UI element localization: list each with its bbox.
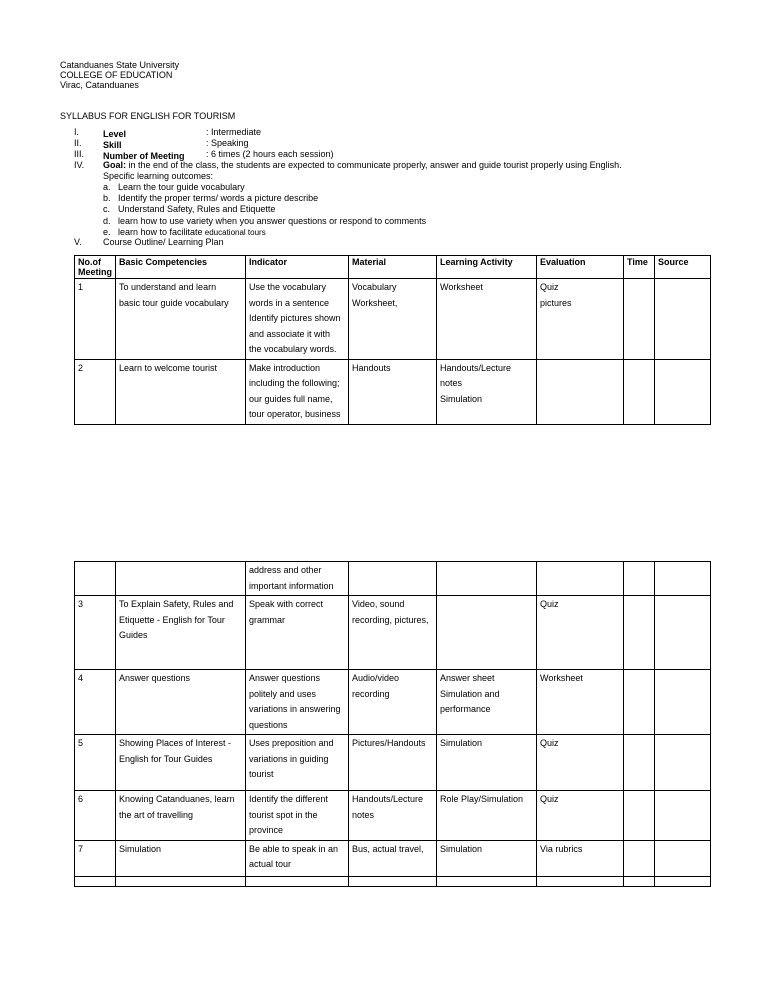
table-row (75, 670, 711, 735)
table-cell (537, 876, 624, 886)
outcome-letter: e. (103, 226, 111, 237)
table-cell: Quiz (537, 735, 624, 791)
table-cell: To Explain Safety, Rules and Etiquette - English for Tour Guides (116, 596, 246, 670)
table-header-cell: Evaluation (537, 256, 624, 279)
table-cell: Simulation (437, 735, 537, 791)
table-cell (537, 562, 624, 596)
table-cell: Handouts/Lecture notes (349, 791, 437, 841)
table-header-cell: Learning Activity (437, 256, 537, 279)
table-cell (655, 735, 711, 791)
table-cell (75, 876, 116, 886)
outcome-main-text: Learn the tour guide vocabulary (118, 182, 245, 192)
outcome-main-text: learn how to use variety when you answer questions or respond to comments (118, 215, 427, 226)
table-row (75, 840, 711, 876)
table-cell (349, 562, 437, 596)
outline-label: Skill (103, 140, 122, 150)
table-cell: Quiz pictures (537, 279, 624, 360)
outcome-main-text: Understand Safety, Rules and Etiquette (118, 204, 276, 215)
table-row (75, 876, 711, 886)
outcome-text (118, 182, 245, 193)
outcome-letter: d. (103, 215, 111, 226)
table-cell (246, 876, 349, 886)
table-cell (624, 562, 655, 596)
table-cell (437, 876, 537, 886)
goal-numeral: IV. (74, 160, 85, 170)
table-cell: Handouts (349, 359, 437, 424)
table-cell (655, 279, 711, 360)
table-cell: Use the vocabulary words in a sentence Identify pictures shown and associate it with the vocabulary words. (246, 279, 349, 360)
outcomes-heading: Specific learning outcomes: (103, 171, 214, 181)
table-cell: Audio/video recording (349, 670, 437, 735)
syllabus-title: SYLLABUS FOR ENGLISH FOR TOURISM (60, 111, 236, 121)
table-cell: Via rubrics (537, 840, 624, 876)
table-row (75, 562, 711, 596)
table-cell: Answer questions (116, 670, 246, 735)
outcome-text (118, 216, 426, 227)
outline-value: : Speaking (206, 138, 249, 148)
table-cell: Simulation (437, 840, 537, 876)
outline-numeral: II. (74, 138, 82, 148)
table-cell: 2 (75, 359, 116, 424)
table-header-cell: Basic Competencies (116, 256, 246, 279)
table-cell: Showing Places of Interest - English for Tour Guides (116, 735, 246, 791)
table-cell (655, 876, 711, 886)
outline-label: Number of Meeting (103, 151, 185, 161)
table-header-cell: Source (655, 256, 711, 279)
table-row (75, 735, 711, 791)
table-cell (655, 359, 711, 424)
outline-value: : 6 times (2 hours each session) (206, 149, 334, 159)
outcome-letter: a. (103, 182, 111, 192)
goal-text: in the end of the class, the students are expected to communicate properly, answer and guide tourist properly using English. (126, 160, 622, 170)
table-cell: Make introduction including the following; our guides full name, tour operator, business (246, 359, 349, 424)
outcome-text (118, 193, 318, 204)
table-cell: Vocabulary Worksheet, (349, 279, 437, 360)
table-cell: Knowing Catanduanes, learn the art of travelling (116, 791, 246, 841)
university-location: Virac, Catanduanes (60, 80, 139, 90)
outline-numeral: I. (74, 127, 80, 137)
table-cell: address and other important information (246, 562, 349, 596)
table-cell: Video, sound recording, pictures, (349, 596, 437, 670)
table-cell (655, 791, 711, 841)
table-cell: Quiz (537, 596, 624, 670)
table-cell: Answer sheet Simulation and performance (437, 670, 537, 735)
table-cell: Worksheet (437, 279, 537, 360)
table-cell: 4 (75, 670, 116, 735)
table-cell: Bus, actual travel, (349, 840, 437, 876)
table-cell (655, 562, 711, 596)
table-cell (437, 562, 537, 596)
table-row (75, 596, 711, 670)
outcome-small-text: educational tours (202, 227, 266, 237)
table-cell: Identify the different tourist spot in the province (246, 791, 349, 841)
table-cell: Handouts/Lecture notes Simulation (437, 359, 537, 424)
table-cell: Pictures/Handouts (349, 735, 437, 791)
outline-numeral: III. (74, 149, 85, 159)
table-row (75, 279, 711, 360)
table-header-cell: Time (624, 256, 655, 279)
table-cell (655, 596, 711, 670)
table-header-cell: Indicator (246, 256, 349, 279)
table-cell (624, 735, 655, 791)
table-cell (116, 562, 246, 596)
table-cell (624, 791, 655, 841)
table-header-row (75, 256, 711, 279)
table-row (75, 791, 711, 841)
table-cell (349, 876, 437, 886)
goal-label: Goal: (103, 160, 127, 170)
learning-plan-table (74, 255, 711, 425)
table-cell: 1 (75, 279, 116, 360)
table-header-cell: No.of Meeting (75, 256, 116, 279)
table-cell: 5 (75, 735, 116, 791)
table-cell (624, 876, 655, 886)
outcome-main-text: learn how to facilitate (118, 226, 203, 237)
outcome-letter: c. (103, 204, 111, 215)
table-cell: Role Play/Simulation (437, 791, 537, 841)
table-cell: 6 (75, 791, 116, 841)
learning-plan-table-continued (74, 561, 711, 887)
outcome-main-text: Identify the proper terms/ words a picture describe (118, 193, 319, 204)
outcome-letter: b. (103, 193, 111, 204)
goal-line (103, 160, 622, 170)
table-cell (624, 279, 655, 360)
table-cell: Answer questions politely and uses variations in answering questions (246, 670, 349, 735)
table-cell (537, 359, 624, 424)
table-cell: 7 (75, 840, 116, 876)
table-cell: Speak with correct grammar (246, 596, 349, 670)
table-cell (624, 840, 655, 876)
outcome-text (118, 204, 275, 215)
table-cell: Uses preposition and variations in guiding tourist (246, 735, 349, 791)
table-cell: Simulation (116, 840, 246, 876)
table-cell (437, 596, 537, 670)
table-row (75, 359, 711, 424)
course-outline-numeral: V. (74, 237, 82, 247)
table-cell: Worksheet (537, 670, 624, 735)
table-cell (624, 670, 655, 735)
table-cell (624, 359, 655, 424)
outline-label: Level (103, 129, 127, 139)
university-name: Catanduanes State University (60, 60, 180, 70)
college-name: COLLEGE OF EDUCATION (60, 70, 173, 80)
course-outline-label: Course Outline/ Learning Plan (103, 237, 224, 247)
table-cell (655, 840, 711, 876)
table-header-cell: Material (349, 256, 437, 279)
table-cell: To understand and learn basic tour guide vocabulary (116, 279, 246, 360)
table-cell: Learn to welcome tourist (116, 359, 246, 424)
table-cell: Be able to speak in an actual tour (246, 840, 349, 876)
table-cell (624, 596, 655, 670)
table-cell: 3 (75, 596, 116, 670)
table-cell (75, 562, 116, 596)
table-cell (655, 670, 711, 735)
outline-value: : Intermediate (206, 127, 262, 137)
table-cell (116, 876, 246, 886)
table-cell: Quiz (537, 791, 624, 841)
